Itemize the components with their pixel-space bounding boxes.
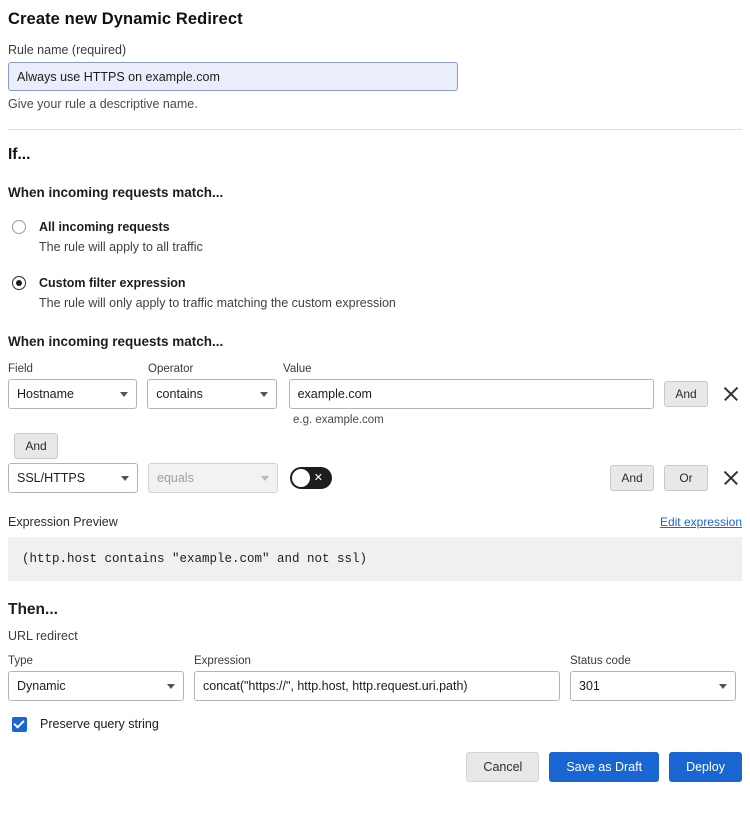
builder-heading: When incoming requests match... [8,333,224,349]
page-title: Create new Dynamic Redirect [8,10,243,28]
field-select-2-value: SSL/HTTPS [17,470,86,485]
if-section-heading: If... [8,146,31,163]
then-section-heading: Then... [8,600,58,618]
chevron-down-icon [719,684,727,689]
condition-row-1 [8,379,742,409]
and-connector [14,433,742,459]
radio-custom-filter-indicator[interactable] [12,276,26,290]
preserve-query-string-label: Preserve query string [40,717,159,731]
rule-name-helper: Give your rule a descriptive name. [8,97,198,111]
condition-row-2 [8,463,742,493]
type-select-value: Dynamic [17,678,66,693]
operator-select-1[interactable] [147,379,276,409]
remove-condition-icon-2[interactable] [720,467,742,489]
radio-all-requests-desc: The rule will apply to all traffic [39,240,203,255]
radio-option-all-requests[interactable] [8,218,742,256]
create-dynamic-redirect-page [0,10,750,813]
and-button-row-1[interactable]: And [664,381,708,407]
field-select-2[interactable] [8,463,138,493]
ssl-toggle-knob [292,469,310,487]
operator-select-2-value: equals [157,470,194,485]
column-header-value: Value [283,362,312,375]
expression-preview-label: Expression Preview [8,514,118,529]
radio-all-requests-indicator[interactable] [12,220,26,234]
column-header-status-code: Status code [570,654,631,667]
operator-select-1-value: contains [156,386,203,401]
deploy-button[interactable]: Deploy [669,752,742,782]
then-column-headers [8,655,742,667]
rule-name-label: Rule name (required) [8,43,127,57]
field-select-1[interactable] [8,379,137,409]
preserve-query-string-checkbox[interactable] [12,717,27,732]
or-button-row-2[interactable]: Or [664,465,708,491]
type-select[interactable] [8,671,184,701]
cancel-button[interactable]: Cancel [466,752,539,782]
and-connector-chip[interactable]: And [14,433,58,459]
expression-input[interactable] [194,671,560,701]
chevron-down-icon [167,684,175,689]
close-icon: ✕ [313,471,323,484]
column-header-field: Field [8,362,33,375]
status-code-select[interactable] [570,671,736,701]
action-buttons [8,752,742,792]
and-button-row-2[interactable]: And [610,465,654,491]
match-heading: When incoming requests match... [8,185,224,200]
radio-option-custom-filter[interactable] [8,274,742,312]
url-redirect-label: URL redirect [8,628,78,643]
builder-column-headers [8,363,742,375]
remove-condition-icon-1[interactable] [720,383,742,405]
radio-custom-filter-desc: The rule will only apply to traffic matching the custom expression [39,296,396,311]
radio-custom-filter-title: Custom filter expression [39,276,186,291]
column-header-operator: Operator [148,362,194,375]
expression-preview-box: (http.host contains "example.com" and not ssl) [8,537,742,581]
chevron-down-icon [261,476,269,481]
radio-all-requests-title: All incoming requests [39,220,170,234]
then-row [8,671,742,701]
ssl-toggle[interactable] [290,467,332,489]
status-code-select-value: 301 [579,678,600,693]
expression-preview-header [8,515,742,529]
section-divider [8,129,742,130]
save-as-draft-button[interactable]: Save as Draft [549,752,659,782]
column-header-type: Type [8,654,33,667]
value-hint-1: e.g. example.com [293,413,384,426]
value-input-1[interactable] [289,379,654,409]
chevron-down-icon [121,476,129,481]
preserve-query-string-row[interactable] [8,717,742,732]
rule-name-input[interactable] [8,62,458,91]
chevron-down-icon [260,392,268,397]
field-select-1-value: Hostname [17,386,74,401]
column-header-expression: Expression [194,654,251,667]
operator-select-2 [148,463,278,493]
edit-expression-link[interactable]: Edit expression [659,514,742,529]
chevron-down-icon [120,392,128,397]
